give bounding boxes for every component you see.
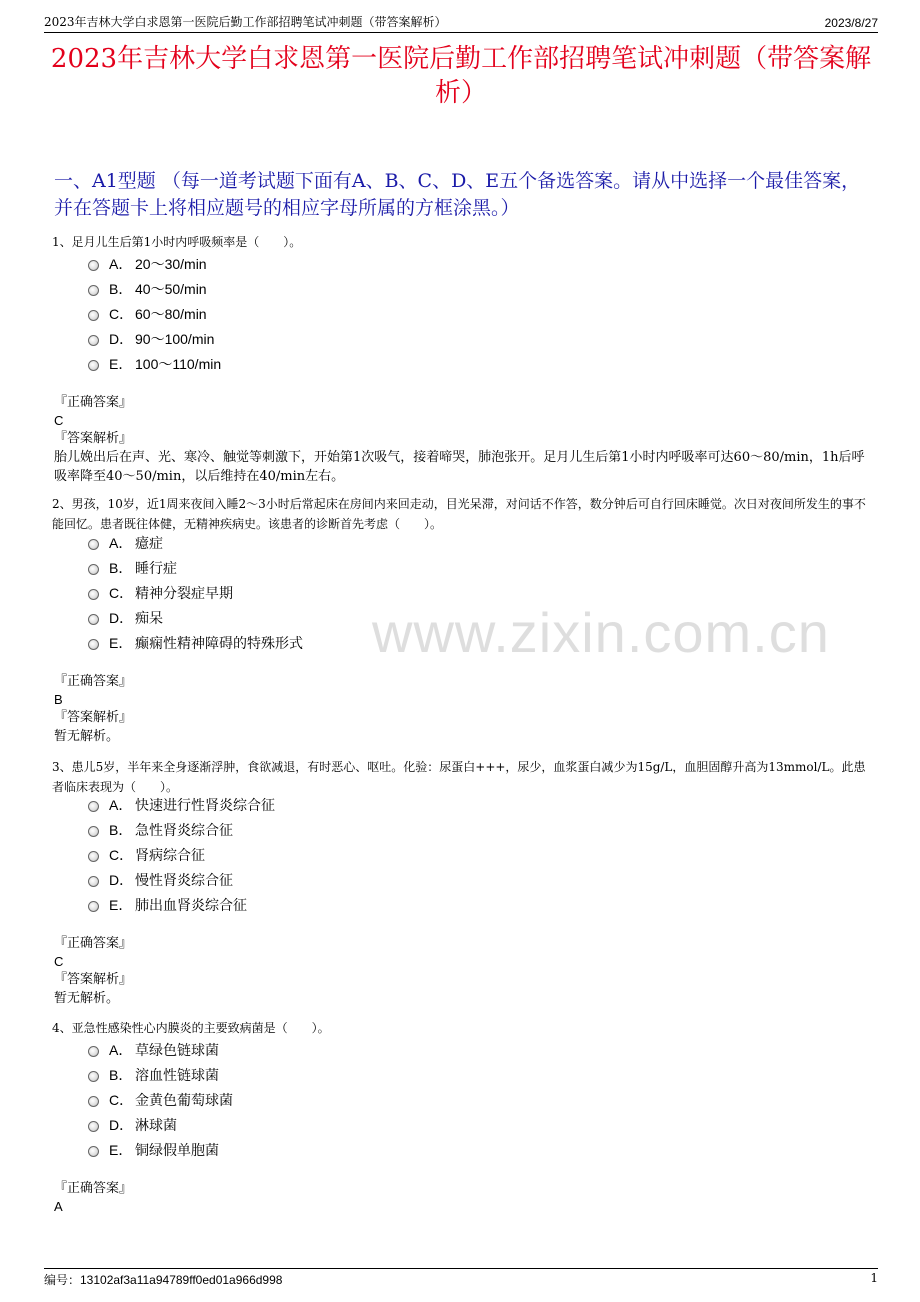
question-2-options xyxy=(88,530,303,655)
answer-block-1 xyxy=(54,394,876,486)
question-3: 3、患儿5岁，半年来全身逐渐浮肿，食欲减退，有时恶心、呕吐。化验：尿蛋白+++，尿少，血浆蛋白减少为15g/L，血胆固醇升高为13mmol/L。此患者临床表现为（ ）。 xyxy=(52,760,866,794)
option-e[interactable]: E． 肺出血肾炎综合征 xyxy=(88,892,275,917)
option-a[interactable]: A． 20～30/min xyxy=(88,251,221,276)
explanation: 胎儿娩出后在声、光、寒冷、触觉等刺激下，开始第1次吸气，接着啼哭，肺泡张开。足月儿生后第1小时内呼吸率可达60～80/min，1h后呼吸率降至40～50/min，以后维持在40/min左右。 xyxy=(54,450,865,484)
option-d[interactable]: D． 痴呆 xyxy=(88,605,303,630)
explanation: 暂无解析。 xyxy=(54,991,120,1006)
option-a[interactable]: A． 草绿色链球菌 xyxy=(88,1037,233,1062)
option-a[interactable]: A． 癔症 xyxy=(88,530,303,555)
radio-icon[interactable] xyxy=(88,901,99,912)
answer-value: C xyxy=(54,954,64,969)
watermark: www.zixin.com.cn xyxy=(372,601,830,664)
answer-label: 『正确答案』 xyxy=(54,674,133,689)
radio-icon[interactable] xyxy=(88,851,99,862)
page-title: 2023年吉林大学白求恩第一医院后勤工作部招聘笔试冲刺题（带答案解析） xyxy=(50,44,872,108)
radio-icon[interactable] xyxy=(88,285,99,296)
option-a[interactable]: A． 快速进行性肾炎综合征 xyxy=(88,792,275,817)
explain-label: 『答案解析』 xyxy=(54,972,133,987)
answer-label: 『正确答案』 xyxy=(54,1181,133,1196)
explanation: 暂无解析。 xyxy=(54,729,120,744)
option-b[interactable]: B． 急性肾炎综合征 xyxy=(88,817,275,842)
radio-icon[interactable] xyxy=(88,1146,99,1157)
answer-label: 『正确答案』 xyxy=(54,395,133,410)
answer-label: 『正确答案』 xyxy=(54,936,133,951)
radio-icon[interactable] xyxy=(88,310,99,321)
page-header xyxy=(44,10,878,33)
option-e[interactable]: E． 铜绿假单胞菌 xyxy=(88,1137,233,1162)
option-d[interactable]: D． 慢性肾炎综合征 xyxy=(88,867,275,892)
option-c[interactable]: C． 精神分裂症早期 xyxy=(88,580,303,605)
radio-icon[interactable] xyxy=(88,639,99,650)
radio-icon[interactable] xyxy=(88,826,99,837)
option-b[interactable]: B． 溶血性链球菌 xyxy=(88,1062,233,1087)
option-e[interactable]: E． 癫痫性精神障碍的特殊形式 xyxy=(88,630,303,655)
radio-icon[interactable] xyxy=(88,360,99,371)
page-number: 1 xyxy=(870,1271,878,1285)
document-code: 编号：13102af3a11a94789ff0ed01a966d998 xyxy=(44,1273,283,1287)
answer-value: B xyxy=(54,692,63,707)
question-4: 4、亚急性感染性心内膜炎的主要致病菌是（ ）。 xyxy=(52,1021,330,1035)
question-1-options xyxy=(88,251,221,376)
radio-icon[interactable] xyxy=(88,614,99,625)
option-e[interactable]: E． 100～110/min xyxy=(88,351,221,376)
explain-label: 『答案解析』 xyxy=(54,431,133,446)
header-date: 2023/8/27 xyxy=(824,16,878,30)
option-c[interactable]: C． 60～80/min xyxy=(88,301,221,326)
option-c[interactable]: C． 金黄色葡萄球菌 xyxy=(88,1087,233,1112)
option-d[interactable]: D． 淋球菌 xyxy=(88,1112,233,1137)
explain-label: 『答案解析』 xyxy=(54,710,133,725)
header-doc-title: 2023年吉林大学白求恩第一医院后勤工作部招聘笔试冲刺题（带答案解析） xyxy=(44,15,447,29)
option-c[interactable]: C． 肾病综合征 xyxy=(88,842,275,867)
radio-icon[interactable] xyxy=(88,564,99,575)
radio-icon[interactable] xyxy=(88,1071,99,1082)
answer-block-4 xyxy=(54,1180,876,1216)
answer-block-2 xyxy=(54,673,876,746)
option-b[interactable]: B． 睡行症 xyxy=(88,555,303,580)
option-b[interactable]: B． 40～50/min xyxy=(88,276,221,301)
radio-icon[interactable] xyxy=(88,1096,99,1107)
section-heading: 一、A1型题 （每一道考试题下面有A、B、C、D、E五个备选答案。请从中选择一个最佳答案，并在答题卡上将相应题号的相应字母所属的方框涂黑。） xyxy=(54,170,861,219)
question-1: 1、足月儿生后第1小时内呼吸频率是（ ）。 xyxy=(52,235,302,249)
radio-icon[interactable] xyxy=(88,539,99,550)
radio-icon[interactable] xyxy=(88,589,99,600)
question-4-options xyxy=(88,1037,233,1162)
radio-icon[interactable] xyxy=(88,876,99,887)
page-footer xyxy=(44,1268,878,1288)
radio-icon[interactable] xyxy=(88,335,99,346)
radio-icon[interactable] xyxy=(88,1046,99,1057)
answer-block-3 xyxy=(54,935,876,1008)
radio-icon[interactable] xyxy=(88,1121,99,1132)
option-d[interactable]: D． 90～100/min xyxy=(88,326,221,351)
radio-icon[interactable] xyxy=(88,260,99,271)
answer-value: C xyxy=(54,413,64,428)
radio-icon[interactable] xyxy=(88,801,99,812)
question-3-options xyxy=(88,792,275,917)
question-2: 2、男孩，10岁，近1周来夜间入睡2～3小时后常起床在房间内来回走动，目光呆滞，对问话不作答，数分钟后可自行回床睡觉。次日对夜间所发生的事不能回忆。患者既往体健，无精神疾病史。该患者的诊断首先考虑（ ）。 xyxy=(52,497,866,531)
answer-value: A xyxy=(54,1199,63,1214)
